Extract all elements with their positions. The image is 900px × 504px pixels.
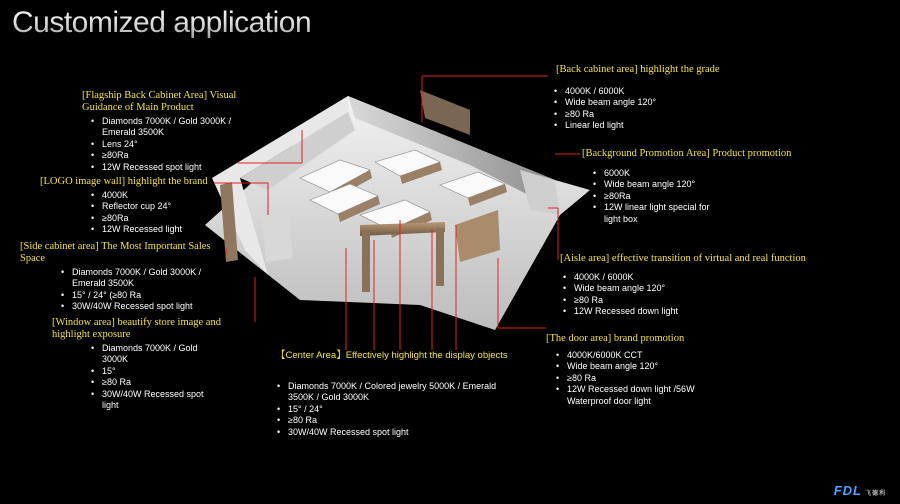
list-item: • ≥80 Ra — [555, 373, 725, 384]
annotation-window-list — [90, 343, 218, 411]
list-item: • 4000K/6000K CCT — [555, 350, 725, 361]
list-item: • 12W linear light special for light box — [592, 202, 712, 225]
list-item: • 12W Recessed down light — [562, 306, 722, 317]
list-item: • ≥80Ra — [592, 191, 712, 202]
list-item: • Diamonds 7000K / Colored jewelry 5000K / Emerald 3500K / Gold 3000K — [276, 381, 516, 404]
list-item: • 12W Recessed spot light — [90, 162, 250, 173]
list-item: • 12W Recessed light — [90, 224, 220, 235]
list-item: • Wide beam angle 120° — [592, 179, 712, 190]
list-item: • ≥80 Ra — [276, 415, 516, 426]
annotation-door-heading: [The door area] brand promotion — [546, 333, 685, 344]
brand-logo-sub: 飞德利 — [864, 491, 886, 497]
annotation-logo-heading: [LOGO image wall] highlight the brand — [40, 176, 208, 187]
list-item: • Reflector cup 24° — [90, 201, 220, 212]
annotation-background-heading: [Background Promotion Area] Product promotion — [582, 148, 792, 159]
annotation-center-list — [276, 381, 516, 438]
annotation-center-heading: 【Center Area】Effectively highlight the display objects — [276, 350, 508, 361]
annotation-side-list — [60, 267, 220, 313]
list-item: • Diamonds 7000K / Gold 3000K / Emerald 3500K — [90, 116, 250, 139]
list-item: • 6000K — [592, 168, 712, 179]
list-item: • Wide beam angle 120° — [562, 283, 722, 294]
list-item: • 4000K / 6000K — [553, 86, 663, 97]
list-item: • 15° — [90, 366, 218, 377]
list-item: • Linear led light — [553, 120, 663, 131]
list-item: • Diamonds 7000K / Gold 3000K — [90, 343, 218, 366]
list-item: • 4000K / 6000K — [562, 272, 722, 283]
list-item: • Wide beam angle 120° — [553, 97, 663, 108]
list-item: • 4000K — [90, 190, 220, 201]
annotation-aisle-heading: [Aisle area] effective transition of virtual and real function — [560, 253, 806, 264]
list-item: • Lens 24° — [90, 139, 250, 150]
list-item: • ≥80 Ra — [553, 109, 663, 120]
annotation-logo-list — [90, 190, 220, 236]
list-item: • 30W/40W Recessed spot light — [276, 427, 516, 438]
annotation-back-list — [553, 86, 663, 132]
annotation-back-heading: [Back cabinet area] highlight the grade — [556, 64, 720, 75]
list-item: • ≥80 Ra — [90, 377, 218, 388]
annotation-flagship-heading: [Flagship Back Cabinet Area] Visual Guidance of Main Product — [82, 90, 237, 113]
list-item: • 30W/40W Recessed spot light — [60, 301, 220, 312]
annotation-background-list — [592, 168, 712, 225]
list-item: • Diamonds 7000K / Gold 3000K / Emerald 3500K — [60, 267, 220, 290]
annotation-flagship-list — [90, 116, 250, 173]
annotation-aisle-list — [562, 272, 722, 318]
annotation-side-heading: [Side cabinet area] The Most Important Sales Space — [20, 241, 211, 264]
list-item: • ≥80 Ra — [562, 295, 722, 306]
list-item: • 15° / 24° — [276, 404, 516, 415]
list-item: • Wide beam angle 120° — [555, 361, 725, 372]
list-item: • ≥80Ra — [90, 150, 250, 161]
brand-logo-text: FDL — [833, 483, 862, 498]
brand-logo — [834, 483, 886, 498]
list-item: • 30W/40W Recessed spot light — [90, 389, 218, 412]
annotation-door-list — [555, 350, 725, 407]
list-item: • 15° / 24° (≥80 Ra — [60, 290, 220, 301]
page-title: Customized application — [12, 6, 312, 39]
annotation-window-heading: [Window area] beautify store image and highlight exposure — [52, 317, 221, 340]
list-item: • 12W Recessed down light /56W Waterproof door light — [555, 384, 725, 407]
list-item: • ≥80Ra — [90, 213, 220, 224]
